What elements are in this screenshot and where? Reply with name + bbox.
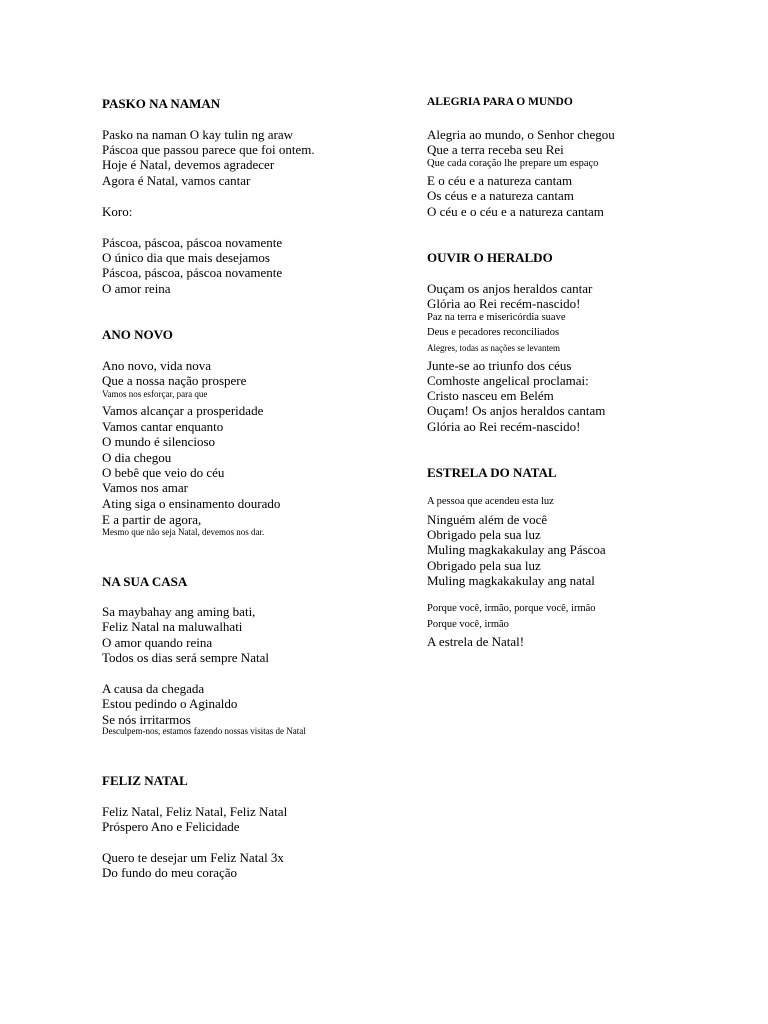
lyric-line: Quero te desejar um Feliz Natal 3x	[102, 850, 284, 865]
lyric-line: Alegria ao mundo, o Senhor chegou	[427, 127, 615, 142]
lyric-line: Que a terra receba seu Rei	[427, 142, 564, 157]
lyric-line: O amor reina	[102, 281, 171, 296]
lyric-line: Deus e pecadores reconciliados	[427, 327, 560, 338]
song-title-ouvir-o-heraldo: OUVIR O HERALDO	[427, 250, 553, 265]
lyric-line: Vamos cantar enquanto	[102, 419, 224, 434]
lyric-line: E a partir de agora,	[102, 512, 202, 527]
lyric-line: Sa maybahay ang aming bati,	[102, 604, 256, 619]
lyric-line: O céu e o céu e a natureza cantam	[427, 204, 604, 219]
lyric-line: Páscoa que passou parece que foi ontem.	[102, 142, 315, 157]
lyric-line: Feliz Natal na maluwalhati	[102, 619, 243, 634]
lyric-line: Obrigado pela sua luz	[427, 527, 541, 542]
lyric-line: O amor quando reina	[102, 635, 213, 650]
song-title-estrela-do-natal: ESTRELA DO NATAL	[427, 465, 557, 480]
lyric-line: Vamos nos amar	[102, 480, 188, 495]
lyric-line: Paz na terra e misericórdia suave	[427, 312, 566, 323]
lyric-line: Glória ao Rei recém-nascido!	[427, 296, 581, 311]
lyric-line: Ouçam os anjos heraldos cantar	[427, 281, 593, 296]
lyric-line: Feliz Natal, Feliz Natal, Feliz Natal	[102, 804, 288, 819]
lyric-line: Alegres, todas as nações se levantem	[427, 343, 560, 353]
lyric-line: Ninguém além de você	[427, 512, 548, 527]
lyric-line: O único dia que mais desejamos	[102, 250, 270, 265]
lyric-line: O dia chegou	[102, 450, 172, 465]
lyric-line: Mesmo que não seja Natal, devemos nos dar.	[102, 527, 265, 537]
lyric-line: Páscoa, páscoa, páscoa novamente	[102, 235, 283, 250]
lyric-line: Obrigado pela sua luz	[427, 558, 541, 573]
lyric-line: Que cada coração lhe prepare um espaço	[427, 158, 599, 169]
song-title-feliz-natal: FELIZ NATAL	[102, 773, 188, 788]
lyric-line: Estou pedindo o Aginaldo	[102, 696, 238, 711]
lyric-line: A estrela de Natal!	[427, 634, 525, 649]
lyric-line: Desculpem-nos, estamos fazendo nossas visitas de Natal	[102, 726, 306, 736]
lyric-line: A pessoa que acendeu esta luz	[427, 496, 554, 507]
lyric-line: Ano novo, vida nova	[102, 358, 212, 373]
song-title-alegria-para-o-mundo: ALEGRIA PARA O MUNDO	[427, 96, 573, 108]
lyric-line: Hoje é Natal, devemos agradecer	[102, 157, 275, 172]
lyric-line: Comhoste angelical proclamai:	[427, 373, 589, 388]
lyric-line: Próspero Ano e Felicidade	[102, 819, 240, 834]
lyric-line: Cristo nasceu em Belém	[427, 388, 554, 403]
lyric-line: Ouçam! Os anjos heraldos cantam	[427, 403, 606, 418]
lyric-line: Pasko na naman O kay tulin ng araw	[102, 127, 293, 142]
lyric-line: Os céus e a natureza cantam	[427, 188, 574, 203]
lyric-line: Que a nossa nação prospere	[102, 373, 247, 388]
lyric-line: Vamos alcançar a prosperidade	[102, 403, 264, 418]
lyric-line: Todos os dias será sempre Natal	[102, 650, 269, 665]
lyric-line: Porque você, irmão, porque você, irmão	[427, 603, 596, 614]
lyric-line: Se nós irritarmos	[102, 712, 191, 727]
lyric-line: Ating siga o ensinamento dourado	[102, 496, 281, 511]
lyric-line: Agora é Natal, vamos cantar	[102, 173, 251, 188]
lyric-line: A causa da chegada	[102, 681, 205, 696]
lyric-line: Junte-se ao triunfo dos céus	[427, 358, 572, 373]
song-title-pasko-na-naman: PASKO NA NAMAN	[102, 96, 221, 111]
lyric-line: Do fundo do meu coração	[102, 865, 238, 880]
lyric-line: Muling magkakakulay ang Páscoa	[427, 542, 606, 557]
lyric-line: O mundo é silencioso	[102, 434, 216, 449]
lyric-line: Páscoa, páscoa, páscoa novamente	[102, 265, 283, 280]
song-title-ano-novo: ANO NOVO	[102, 327, 173, 342]
chorus-label: Koro:	[102, 204, 133, 219]
lyric-line: Vamos nos esforçar, para que	[102, 389, 208, 399]
lyric-line: Porque você, irmão	[427, 619, 509, 630]
lyric-line: E o céu e a natureza cantam	[427, 173, 573, 188]
lyric-line: Muling magkakakulay ang natal	[427, 573, 595, 588]
song-title-na-sua-casa: NA SUA CASA	[102, 574, 188, 589]
lyric-line: O bebê que veio do céu	[102, 465, 225, 480]
lyric-line: Glória ao Rei recém-nascido!	[427, 419, 581, 434]
